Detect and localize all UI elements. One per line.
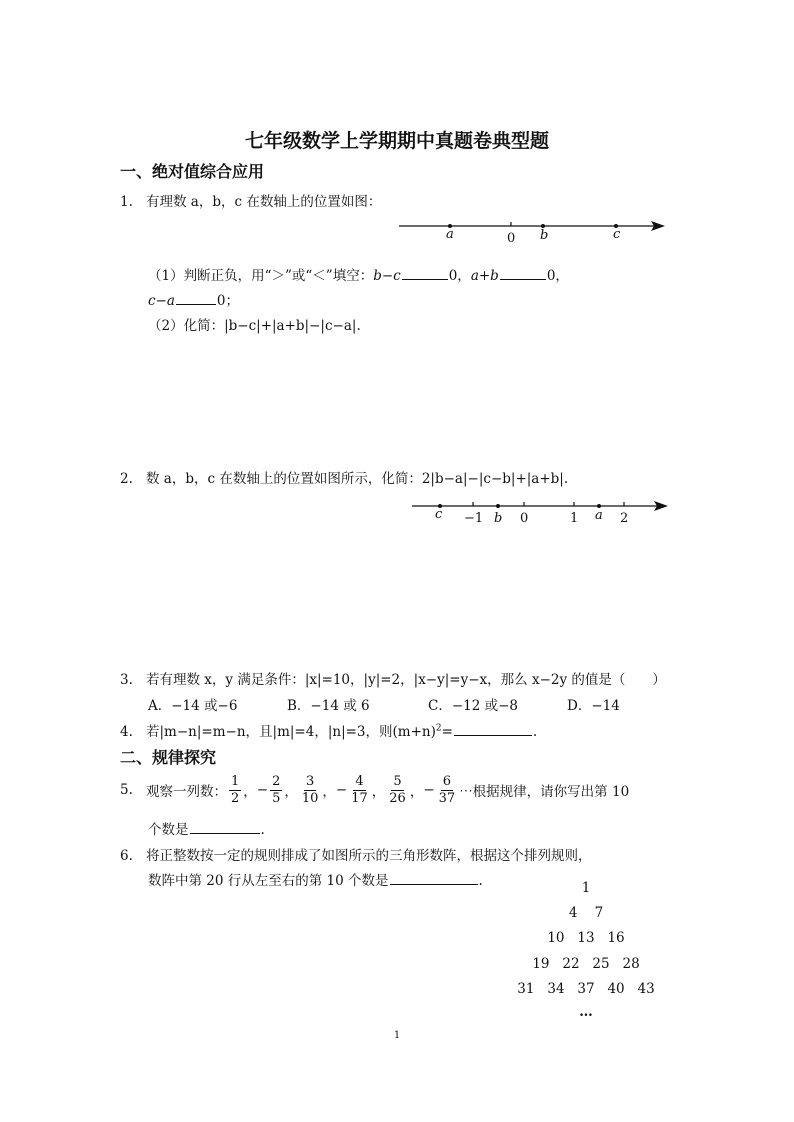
part1-prefix: （1）判断正负，用“＞”或“＜”填空：: [148, 268, 374, 284]
label-one: 1: [570, 511, 579, 526]
answer-blank-2[interactable]: [500, 267, 546, 280]
fraction-sign: −: [423, 782, 435, 798]
option-d[interactable]: D．−14: [567, 698, 620, 714]
label-c: c: [435, 507, 443, 522]
point-b: [496, 504, 500, 508]
label-a: a: [446, 227, 454, 242]
fraction-3: $\frac{3}{10}$: [301, 773, 319, 806]
period: .: [532, 724, 538, 740]
question-4: [120, 720, 537, 740]
expr-tail-2: 0，: [546, 268, 569, 284]
question-2: [120, 467, 568, 487]
q1-part2: （2）化简：|b−c|+|a+b|−|c−a|.: [148, 318, 361, 334]
fraction-1: $\frac{1}{2}$: [231, 773, 240, 806]
label-zero: 0: [520, 511, 529, 526]
period: .: [260, 822, 265, 838]
triangle-row-4: 19 22 25 28: [532, 956, 640, 972]
answer-blank[interactable]: [454, 723, 532, 736]
answer-blank[interactable]: [390, 872, 478, 885]
q5-line2: [148, 818, 265, 838]
fraction-4: $\frac{4}{17}$: [351, 773, 368, 806]
label-two: 2: [620, 511, 629, 526]
question-number: 2.: [120, 471, 133, 487]
label-b: b: [540, 228, 549, 243]
triangle-row-1: 1: [581, 880, 591, 896]
answer-blank-3[interactable]: [176, 292, 216, 305]
question-number: 3.: [120, 672, 133, 688]
question-stem: 若|m−n|=m−n，且|m|=4，|n|=3，则(m+n): [146, 724, 436, 740]
question-stem: 观察一列数：: [146, 784, 227, 800]
question-number: 4.: [120, 724, 133, 740]
question-stem: 将正整数按一定的规则排成了如图所示的三角形数阵，根据这个排列规则，: [146, 848, 592, 864]
triangle-row-5: 31 34 37 40 43: [517, 981, 655, 997]
fraction-6: $\frac{6}{37}$: [438, 773, 456, 806]
expr-tail-3: 0；: [216, 293, 240, 309]
answer-blank-1[interactable]: [402, 267, 448, 280]
triangle-row-2: 4 7: [568, 905, 604, 921]
question-number: 1.: [120, 194, 133, 210]
label-b: b: [494, 511, 503, 526]
label-a: a: [595, 508, 603, 523]
fraction-5: $\frac{5}{26}$: [389, 773, 406, 806]
section-heading-1: 一、绝对值综合应用: [120, 162, 265, 181]
option-b[interactable]: B．−14 或 6: [287, 698, 370, 714]
fraction-sign: −: [256, 782, 269, 798]
question-number: 5.: [120, 782, 133, 798]
separator: ，: [284, 784, 298, 800]
section-heading-2: 二、规律探究: [120, 748, 217, 767]
period: .: [478, 873, 483, 889]
q1-part1: [148, 264, 569, 284]
expr-a-plus-b: a+b: [470, 268, 499, 284]
question-1: [120, 190, 381, 210]
number-line-1: [395, 214, 670, 246]
q1-part1-line2: [148, 289, 239, 309]
triangle-ellipsis: …: [579, 1004, 593, 1020]
line2-text: 个数是: [148, 822, 189, 838]
expr-tail-1: 0，: [448, 268, 471, 284]
page-title: 七年级数学上学期期中真题卷典型题: [244, 130, 549, 152]
question-5: [120, 772, 629, 808]
question-stem-tail: ⋯根据规律，请你写出第 10: [459, 784, 630, 800]
question-3: [120, 668, 666, 688]
label-minus-one: −1: [464, 511, 484, 526]
line2-text: 数阵中第 20 行从左至右的第 10 个数是: [148, 873, 389, 889]
question-stem: 数 a，b，c 在数轴上的位置如图所示，化简：2|b−a|−|c−b|+|a+b|.: [146, 471, 569, 487]
equals-sign: =: [441, 724, 453, 740]
option-a[interactable]: A．−14 或−6: [148, 698, 238, 714]
label-c: c: [613, 227, 621, 242]
label-zero: 0: [507, 231, 516, 246]
page-number: 1: [393, 1030, 401, 1041]
triangle-row-3: 10 13 16: [547, 930, 625, 946]
separator: ，: [322, 784, 336, 800]
expr-c-minus-a: c−a: [148, 293, 175, 309]
fraction-sign: −: [335, 782, 348, 798]
option-c[interactable]: C．−12 或−8: [428, 698, 519, 714]
q6-line2: [148, 869, 483, 889]
expr-b-minus-c: b−c: [373, 268, 401, 284]
number-line-2: [408, 494, 673, 526]
question-stem: 若有理数 x，y 满足条件：|x|=10，|y|=2，|x−y|=y−x，那么 x−2y 的值是（ ）: [146, 672, 666, 688]
question-number: 6.: [120, 848, 133, 864]
separator: ，: [243, 784, 257, 800]
separator: ，: [371, 784, 386, 800]
question-6: [120, 844, 592, 864]
exponent: 2: [435, 723, 442, 734]
answer-blank[interactable]: [190, 821, 260, 834]
question-stem: 有理数 a，b，c 在数轴上的位置如图：: [146, 194, 382, 210]
fraction-2: $\frac{2}{5}$: [272, 773, 281, 806]
separator: ，: [409, 784, 424, 800]
